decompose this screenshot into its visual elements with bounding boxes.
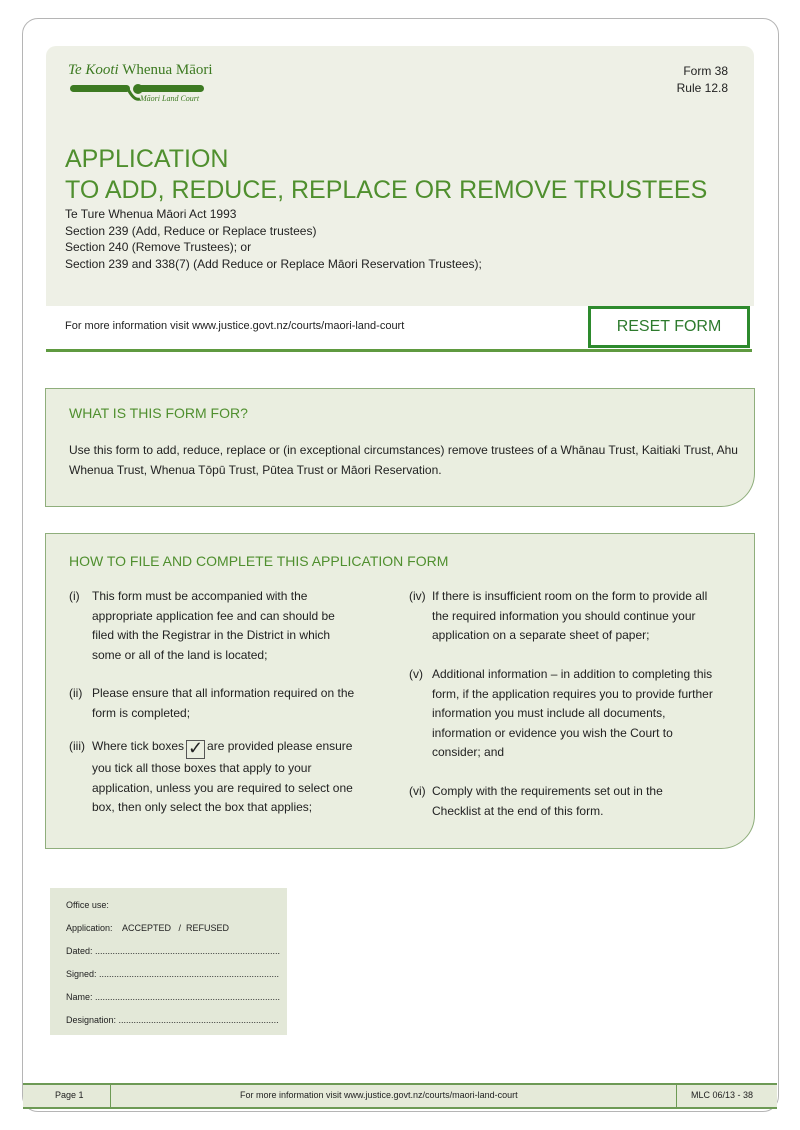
instruction-item [409, 782, 699, 821]
office-designation-field: Designation: ................................................................ [66, 1015, 279, 1025]
footer-form-code: MLC 06/13 - 38 [691, 1090, 754, 1100]
instruction-item [69, 587, 359, 665]
office-application-status: Application: ACCEPTED / REFUSED [66, 923, 230, 933]
section-heading: WHAT IS THIS FORM FOR? [69, 405, 248, 421]
tick-box-icon: ✓ [188, 738, 204, 758]
rule-number-text: Rule 12.8 [676, 81, 728, 95]
office-signed-field: Signed: ........................................................................ [66, 969, 280, 979]
act-line: Te Ture Whenua Māori Act 1993 [65, 207, 237, 221]
item-text: If there is insufficient room on the form to provide all the required information you should continue your application on a separate sheet of paper; [432, 589, 708, 642]
act-line: Section 240 (Remove Trustees); or [65, 240, 252, 254]
logo-title-italic: Te Kooti [68, 62, 119, 78]
item-text: Additional information – in addition to completing this form, if the application requires you to provide further information you must include all documents, information or evidence you wish the Court to consider; and [432, 667, 713, 759]
office-name-field: Name: .......................................................................... [66, 992, 281, 1002]
item-number: (i) [69, 589, 80, 603]
office-use-title: Office use: [66, 900, 109, 910]
title-line-1: APPLICATION [65, 145, 229, 173]
page-footer [23, 1083, 777, 1109]
what-is-this-form-section [45, 388, 755, 507]
item-number: (v) [409, 667, 423, 681]
logo-subtitle: Māori Land Court [140, 94, 200, 103]
logo-title: Whenua Māori [118, 62, 213, 78]
section-body: Use this form to add, reduce, replace or (in exceptional circumstances) remove trustees of a Whānau Trust, Kaitiaki Trust, Ahu Whenua Trust, Whenua Tōpū Trust, Pūtea Trust or Māori Reservation. [69, 443, 738, 477]
footer-page-number: Page 1 [55, 1090, 84, 1100]
item-text: Comply with the requirements set out in the Checklist at the end of this form. [432, 784, 663, 818]
item-text: Where tick boxes [92, 739, 185, 753]
form-number [677, 63, 728, 97]
item-number: (iii) [69, 739, 85, 753]
title-line-2: TO ADD, REDUCE, REPLACE OR REMOVE TRUSTEES [65, 176, 708, 204]
form-number-text: Form 38 [683, 64, 728, 78]
item-number: (iv) [409, 589, 426, 603]
how-to-file-section [45, 533, 755, 849]
instruction-item [409, 665, 714, 763]
divider [676, 1085, 677, 1107]
footer-info: For more information visit www.justice.govt.nz/courts/maori-land-court [240, 1090, 518, 1100]
office-dated-field: Dated: .......................................................................... [66, 946, 281, 956]
act-line: Section 239 (Add, Reduce or Replace trustees) [65, 223, 317, 238]
acts-list [65, 206, 482, 272]
item-text: Please ensure that all information required on the form is completed; [92, 686, 355, 720]
court-logo [68, 62, 213, 106]
item-text: This form must be accompanied with the appropriate application fee and can should be filed with the Registrar in the District in which some or all of the land is located; [92, 589, 335, 662]
instruction-item [69, 684, 379, 723]
office-use-box [50, 888, 287, 1035]
divider [46, 349, 752, 352]
item-text: are provided please ensure you tick all those boxes that apply to your application, unless you are required to select one box, then only select the box that applies; [92, 739, 353, 814]
info-link-text: For more information visit www.justice.govt.nz/courts/maori-land-court [65, 320, 405, 332]
instruction-item [409, 587, 709, 646]
act-line: Section 239 and 338(7) (Add Reduce or Replace Māori Reservation Trustees); [65, 256, 482, 271]
reset-form-button[interactable]: RESET FORM [588, 306, 750, 348]
section-heading: HOW TO FILE AND COMPLETE THIS APPLICATION FORM [69, 553, 449, 569]
item-number: (vi) [409, 784, 426, 798]
divider [110, 1085, 111, 1107]
page-title [65, 144, 707, 206]
instruction-item [69, 737, 369, 818]
item-number: (ii) [69, 686, 83, 700]
